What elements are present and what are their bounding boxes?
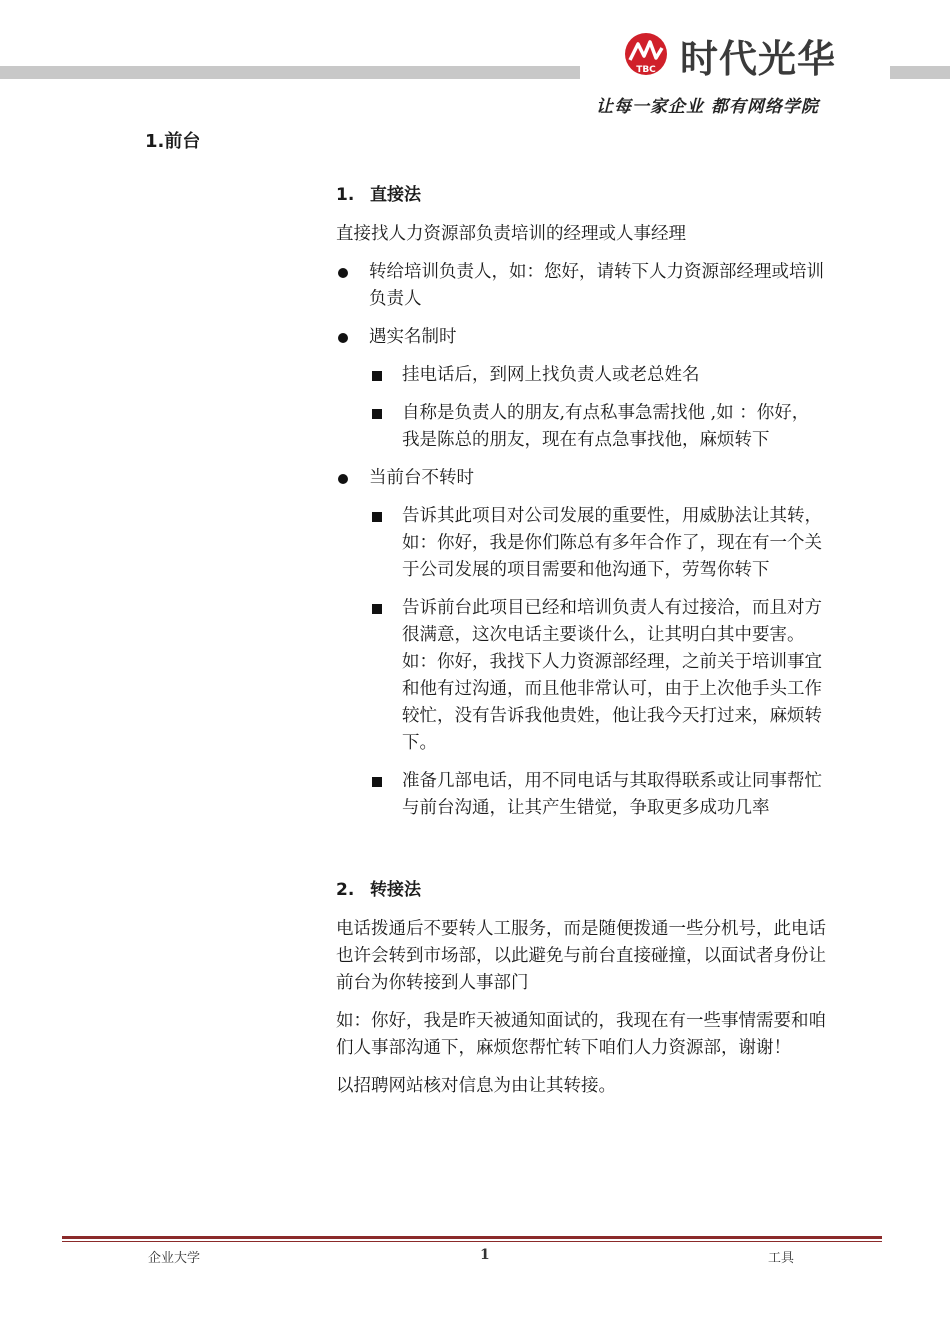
logo-abbr: TBC xyxy=(636,65,656,75)
header-bar-left xyxy=(0,66,580,79)
bullet-square-icon xyxy=(369,362,402,389)
bullet-item xyxy=(336,259,826,313)
sub-bullet-text: 告诉其此项目对公司发展的重要性，用威胁法让其转，如：你好，我是你们陈总有多年合作了，现在有一个关于公司发展的项目需要和他沟通下，劳驾你转下 xyxy=(402,506,822,580)
logo-text: 时代光华 xyxy=(680,36,837,81)
sub-bullet-text: 告诉前台此项目已经和培训负责人有过接洽，而且对方很满意，这次电话主要谈什么，让其明白其中要害。如：你好，我找下人力资源部经理，之前关于培训事宜和他有过沟通，而且他非常认可，由于上次他手头工作较忙，没有告诉我他贵姓，他让我今天打过来，麻烦转下。 xyxy=(402,598,822,753)
sub-bullet-text: 自称是负责人的朋友,有点私事急需找他 ,如 ：你好，我是陈总的朋友，现在有点急事找他，麻烦转下 xyxy=(402,403,810,450)
page-number: 1 xyxy=(480,1247,490,1263)
sub-bullet-item xyxy=(369,362,826,389)
bullet-square-icon xyxy=(369,768,402,822)
sub-bullet-item xyxy=(369,503,826,584)
bullet-dot-icon xyxy=(336,465,369,492)
bullet-item xyxy=(336,465,826,492)
bullet-text: 当前台不转时 xyxy=(369,468,474,488)
sub-bullet-item xyxy=(369,400,826,454)
bullet-text: 转给培训负责人，如：您好，请转下人力资源部经理或培训负责人 xyxy=(369,262,824,309)
footer-rule xyxy=(62,1236,882,1239)
header-bar-right xyxy=(890,66,950,79)
footer-right: 工具 xyxy=(768,1251,795,1266)
bullet-item xyxy=(336,324,826,351)
method2-heading xyxy=(336,877,826,904)
sub-bullet-text: 准备几部电话，用不同电话与其取得联系或让同事帮忙与前台沟通，让其产生错觉，争取更多成功几率 xyxy=(402,771,822,818)
method2-number: 2. xyxy=(336,880,355,900)
logo-mark-icon xyxy=(622,30,678,80)
sub-bullet-item xyxy=(369,595,826,757)
bullet-dot-icon xyxy=(336,324,369,351)
method2-paragraph: 电话拨通后不要转人工服务，而是随便拨通一些分机号，此电话也许会转到市场部，以此避免与前台直接碰撞，以面试者身份让前台为你转接到人事部门 xyxy=(336,919,826,993)
section-title: 1.前台 xyxy=(145,131,201,152)
method1-heading xyxy=(336,182,826,209)
method1-number: 1. xyxy=(336,185,355,205)
bullet-square-icon xyxy=(369,503,402,584)
company-logo xyxy=(622,30,836,80)
document-body xyxy=(336,182,826,1111)
section-gap xyxy=(336,833,826,877)
sub-bullet-item xyxy=(369,768,826,822)
bullet-square-icon xyxy=(369,400,402,454)
bullet-text: 遇实名制时 xyxy=(369,327,457,347)
bullet-dot-icon xyxy=(336,259,369,313)
footer-rule-thin xyxy=(62,1241,882,1242)
method1-title: 直接法 xyxy=(370,185,421,205)
method2-title: 转接法 xyxy=(370,880,421,900)
footer-left: 企业大学 xyxy=(148,1251,201,1266)
method2-note: 以招聘网站核对信息为由让其转接。 xyxy=(336,1076,616,1096)
sub-bullet-text: 挂电话后，到网上找负责人或老总姓名 xyxy=(402,365,700,385)
bullet-square-icon xyxy=(369,595,402,757)
method2-example: 如：你好，我是昨天被通知面试的，我现在有一些事情需要和咱们人事部沟通下，麻烦您帮忙转下咱们人力资源部，谢谢！ xyxy=(336,1011,826,1058)
method1-intro: 直接找人力资源部负责培训的经理或人事经理 xyxy=(336,224,686,244)
slogan: 让每一家企业 都有网络学院 xyxy=(596,97,819,117)
